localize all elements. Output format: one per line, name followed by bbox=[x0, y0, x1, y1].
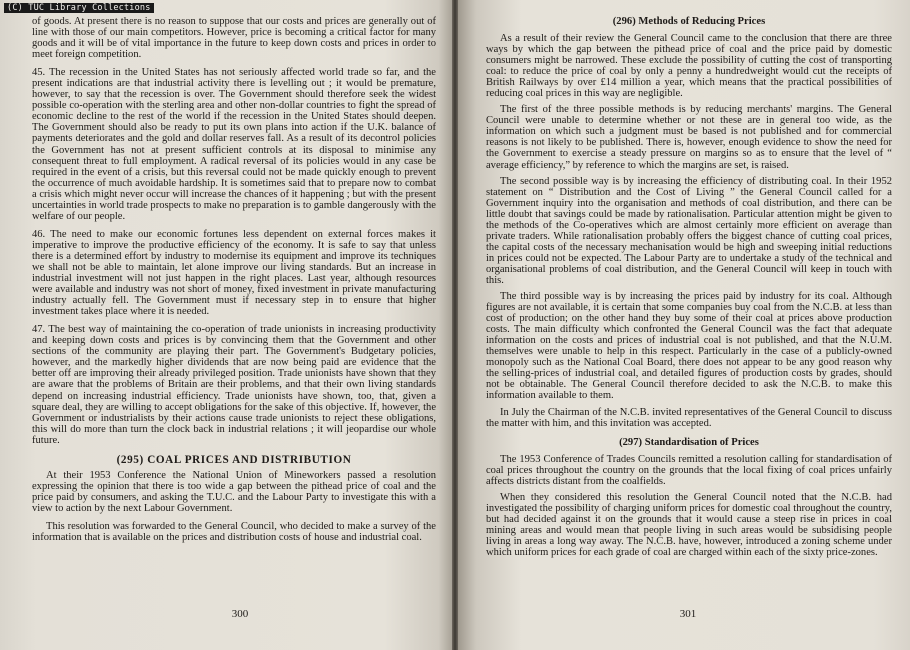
paragraph-continuation: of goods. At present there is no reason to suppose that our costs and prices are generally out of line with those of our main competitors. However, price is becoming a critical factor for many goods and it will be of vital importance in the future to keep down costs and prices in order to meet foreign competition. bbox=[32, 16, 436, 61]
right-page bbox=[458, 0, 910, 650]
heading-296: (296) Methods of Reducing Prices bbox=[612, 16, 766, 27]
paragraph-third-method: The third possible way is by increasing the prices paid by industry for its coal. Although figures are not available, it is certain that some companies buy coal from the N.C.B. at less than cost of production; on the other hand they buy some of their coal at prices above production costs. The main difficulty which confronted the General Council was the fact that adequate information on the costs and prices of industrial coal is not published, and that the N.U.M. themselves were unable to help in this respect. Particularly in the case of a publicly-owned monopoly such as the National Coal Board, there does not appear to be any good reason why the selling-prices of industrial coal, and detailed figures of production costs by grades, should not be obtainable. The General Council therefore decided to ask the N.C.B. to make this information available to them. bbox=[486, 291, 892, 402]
paragraph-num-resolution: At their 1953 Conference the National Union of Mineworkers passed a resolution expressing the opinion that there is too wide a gap between the pithead price of coal and the price paid by consumers, and asking the T.U.C. and the Labour Party to investigate this with a view to action by the next Labour Government. bbox=[32, 469, 436, 514]
paragraph-uniform-prices: When they considered this resolution the General Council noted that the N.C.B. had investigated the possibility of charging uniform prices for domestic coal throughout the country, but had decided against it on the grounds that it would cause a steep rise in prices in coal mining areas and would mean that people living in such areas would be subsidising people living in areas a long way away. The N.C.B. have, however, introduced a zoning scheme under which uniform prices for each grade of coal are charged within each of the sixty price-zones. bbox=[486, 491, 892, 558]
page-number-left: 300 bbox=[231, 608, 249, 620]
paragraph-july-meeting: In July the Chairman of the N.C.B. invited representatives of the General Council to discuss the matter with him, and this invitation was accepted. bbox=[486, 406, 892, 429]
section-heading-295: (295) COAL PRICES AND DISTRIBUTION bbox=[116, 453, 352, 466]
library-watermark: (C) TUC Library Collections bbox=[4, 3, 154, 13]
paragraph-three-ways: As a result of their review the General Council came to the conclusion that there are three ways by which the gap between the pithead price of coal and the price paid by domestic consumers might be narrowed. These exclude the possibility of cutting the cost of transporting coal: to reduce the price of coal by only a penny a hundredweight would cut the receipts of British Railways by over £14 million a year, which means that the practical possibilities of reducing coal prices in this way are negligible. bbox=[486, 33, 892, 100]
paragraph-second-method: The second possible way is by increasing the efficiency of distributing coal. In their 1952 statement on “ Distribution and the Cost of Living ” the General Council called for a Government inquiry into the organisation and methods of coal distribution, and there can be little doubt that savings could be made by rationalisation. Particular attention might be given to the methods of the Co-operatives which are almost certainly more efficient on average than private traders. While rationalisation probably offers the biggest chance of cutting coal prices, the capital costs of the necessary mechanisation would be high and sweeping initial reductions in prices could not be expected. The Labour Party are to undertake a study of the technical and organisational problems of coal distribution, and the General Council will keep in touch with this. bbox=[486, 175, 892, 286]
page-number-right: 301 bbox=[679, 608, 697, 620]
paragraph-survey: This resolution was forwarded to the General Council, who decided to make a survey of the information that is available on the prices and distribution costs of house and industrial coal. bbox=[32, 520, 436, 543]
paragraph-45: 45. The recession in the United States has not seriously affected world trade so far, and the present indications are that industrial activity there is levelling out ; it would be premature, however, to say that the recession is over. The Government should therefore seek the widest possible co-operation with the sterling area and other non-dollar countries to fight the spread of economic decline to the rest of the world if the recession in the United States should deepen. The Government should also be ready to put its own plans into action if the U.K. balance of payments deteriorates and the gold and dollar reserves fall. As a result of its decontrol policies the Government has not at present sufficient controls at its disposal to minimise any consequent threat to full employment. A radical reversal of its policies would in any case be required in the event of a crisis, but this reversal could not be made quickly enough to prevent the occurrence of much avoidable hardship. It is sometimes said that to prepare now to combat a crisis which might never occur will increase the chances of it happening ; but with the present uncertainties in world trade prospects to make no preparation is to gamble dangerously with the welfare of our people. bbox=[32, 67, 436, 222]
paragraph-first-method: The first of the three possible methods is by reducing merchants' margins. The General Council were unable to determine whether or not these are in general too wide, as the information on which such a judgment must be based is not published and for commercial reasons is not likely to be published. There is, however, enough evidence to show the need for the Government to exercise a steady pressure on margins so as to ensure that the level of “ average efficiency,” by reference to which the margins are set, is raised. bbox=[486, 104, 892, 171]
left-page bbox=[0, 0, 452, 650]
paragraph-47: 47. The best way of maintaining the co-operation of trade unionists in increasing productivity and keeping down costs and prices is by convincing them that the Government and other sections of the community are playing their part. The Government's Budgetary policies, however, and the markedly higher dividends that are now being paid are evidence that the better off are improving their already privileged position. Trade unionists have shown that they are aware that the problems of Britain are their problems, and that their own living standards depend on increasing industrial efficiency. Trade unionists have shown, too, that, given a square deal, they are willing to accept obligations for the sake of this objective. If, however, the Government or industrialists by their actions cause trade unionists to reject these obligations, this will do more than turn the clock back in industrial relations ; it will jeopardise our whole future. bbox=[32, 324, 436, 446]
heading-297: (297) Standardisation of Prices bbox=[619, 436, 759, 448]
paragraph-trades-councils: The 1953 Conference of Trades Councils remitted a resolution calling for standardisation of coal prices throughout the country on the grounds that the local fixing of coal prices unfairly affects districts distant from the coalfields. bbox=[486, 453, 892, 487]
paragraph-46: 46. The need to make our economic fortunes less dependent on external forces makes it imperative to improve the productive efficiency of the economy. It is safe to say that unless there is a determined effort by industry to modernise its equipment and improve its techniques we shall not be able to maintain, let alone improve our living standards. But an increase in industrial investment will not just happen in the right places. Last year, although resources were available and industry was not short of money, fixed investment in private manufacturing industry actually fell. The Government must if necessary step in to ensure that higher investment takes place where it is needed. bbox=[32, 228, 436, 318]
